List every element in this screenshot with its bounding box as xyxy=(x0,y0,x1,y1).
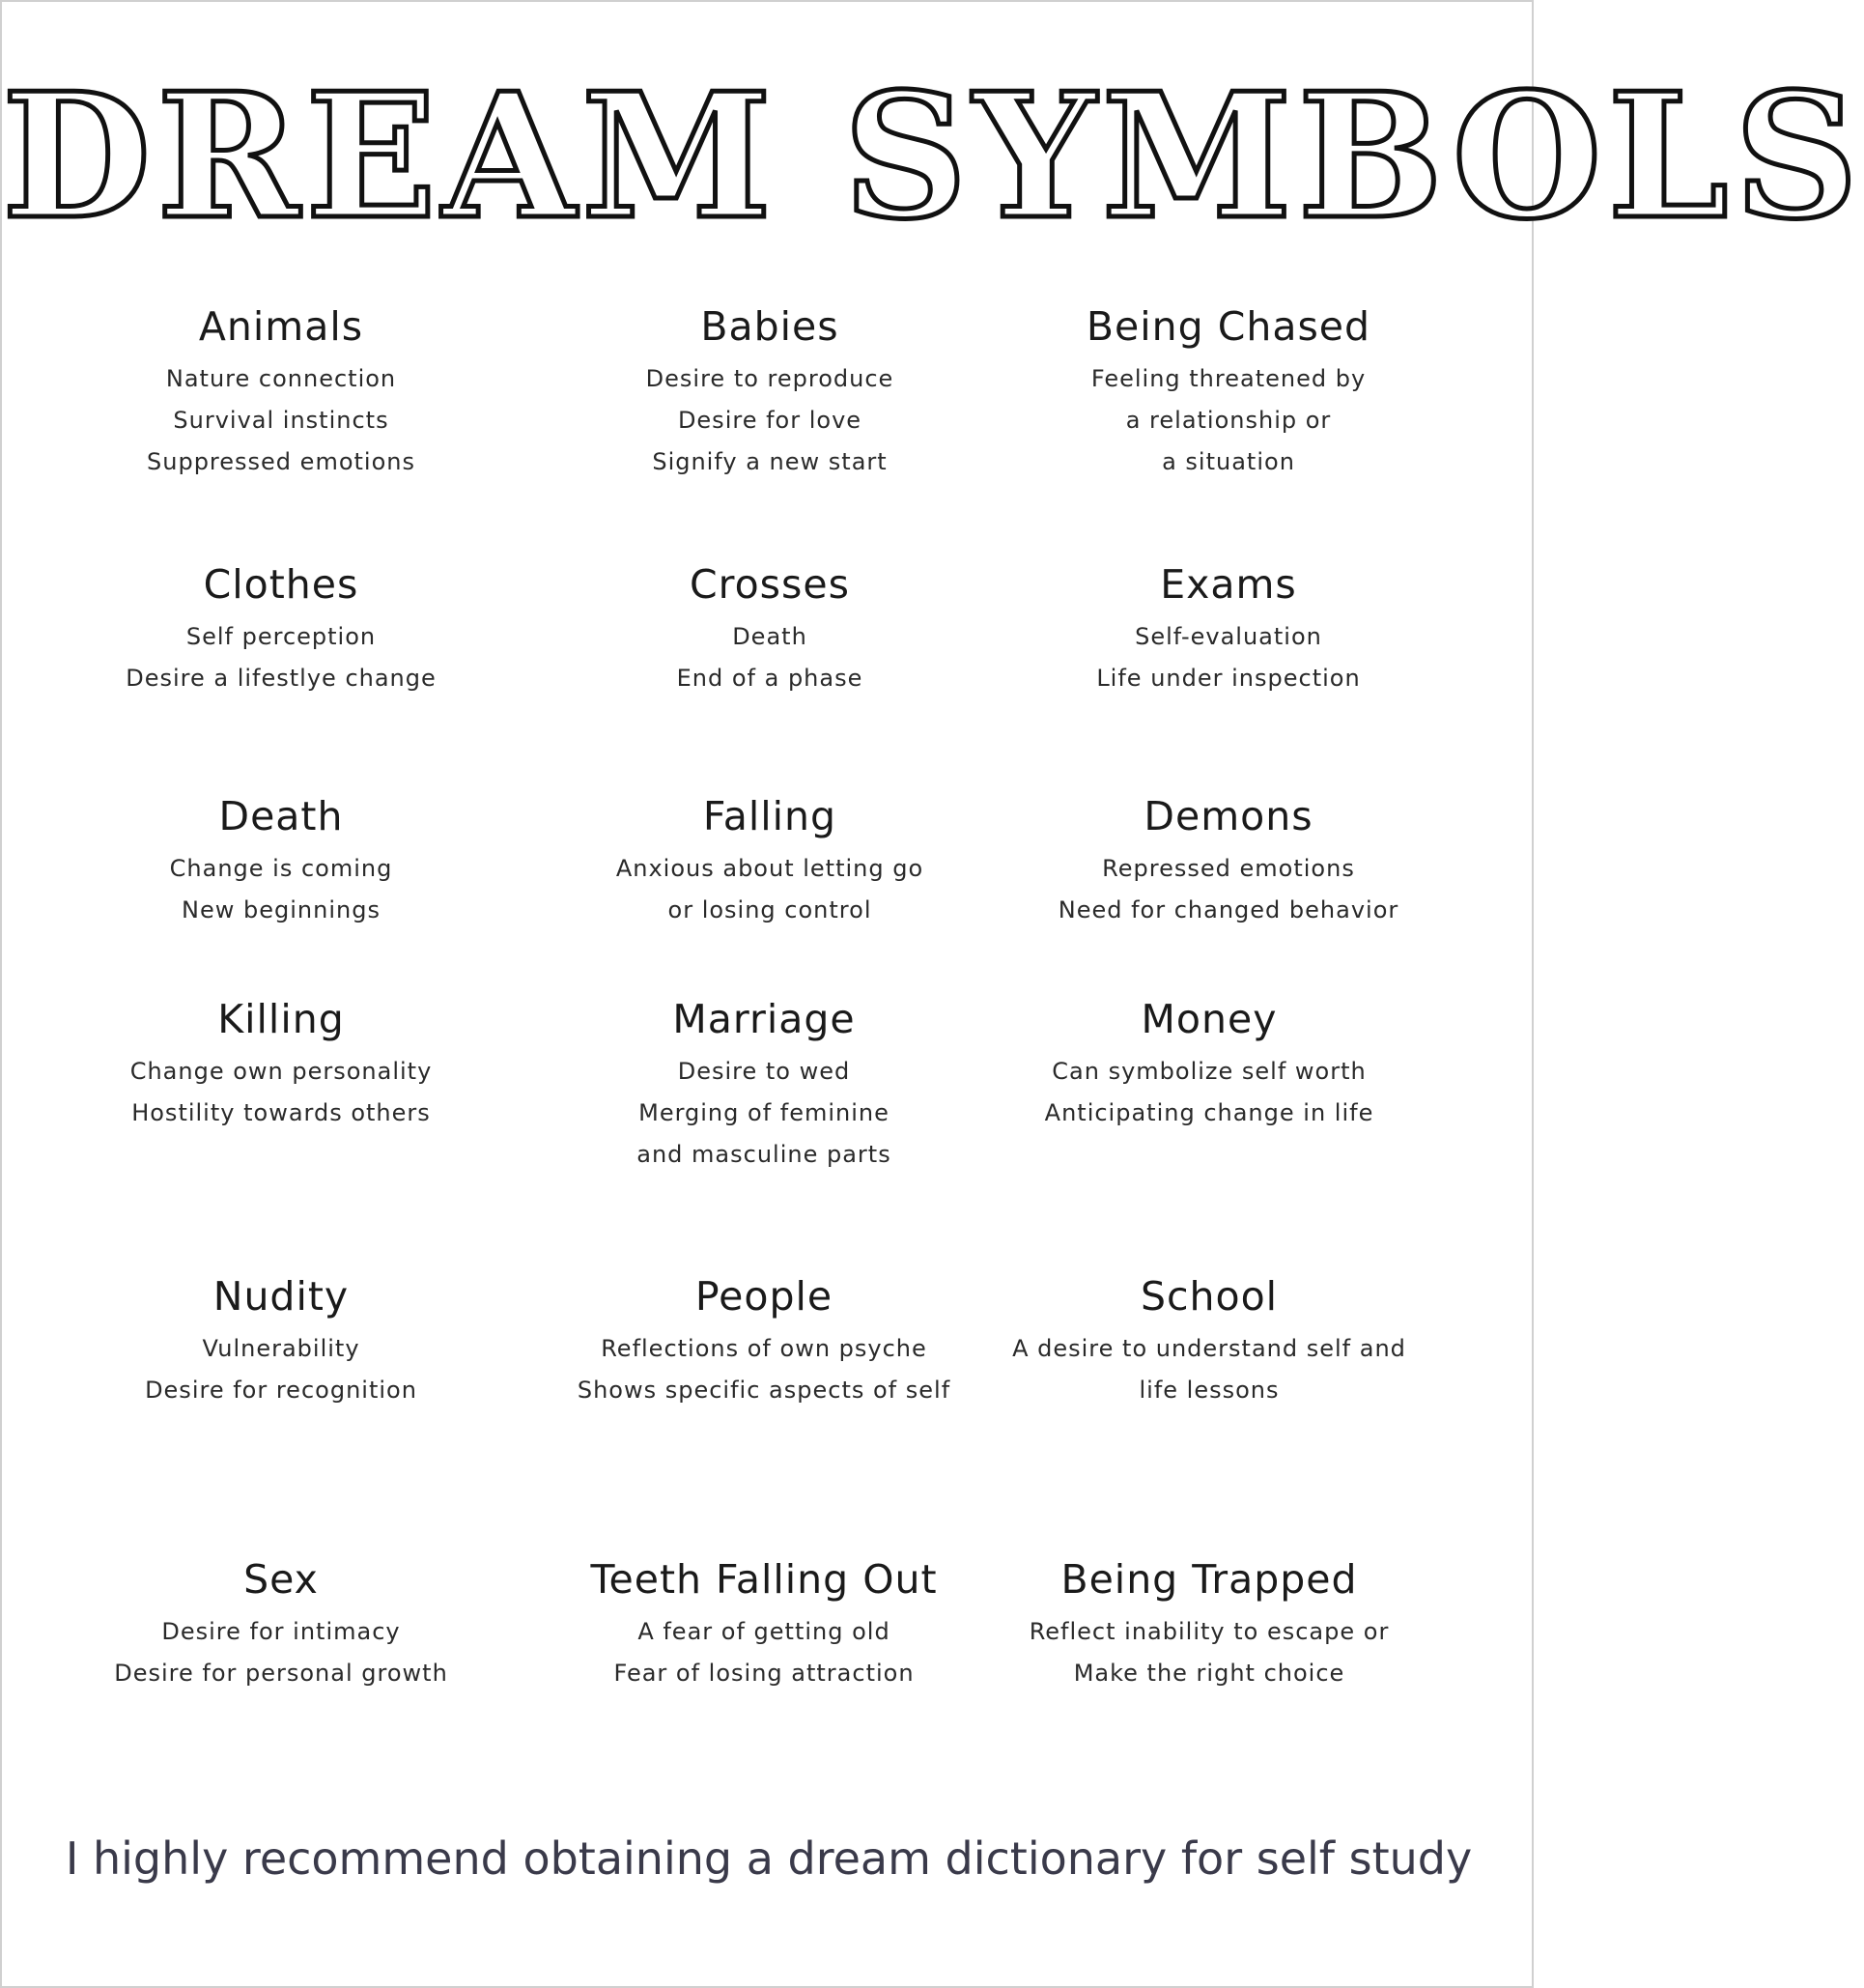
symbol-heading: Teeth Falling Out xyxy=(590,1556,938,1603)
symbol-meaning: Death xyxy=(732,623,807,650)
symbol-meaning: Repressed emotions xyxy=(1102,855,1355,882)
symbol-heading: Death xyxy=(218,793,344,839)
symbol-meaning: Desire for love xyxy=(677,407,862,434)
symbol-heading: School xyxy=(1140,1273,1279,1320)
symbol-crosses xyxy=(538,558,1002,699)
symbol-meaning: Nature connection xyxy=(165,365,397,392)
symbol-meaning: a situation xyxy=(1162,448,1295,475)
symbol-nudity xyxy=(49,1270,513,1411)
symbol-money xyxy=(977,993,1441,1134)
symbol-meaning: Signify a new start xyxy=(652,448,888,475)
symbol-exams xyxy=(997,558,1460,699)
symbol-meaning: Change own personality xyxy=(129,1058,433,1085)
symbol-meaning: Feeling threatened by xyxy=(1090,365,1367,392)
symbol-meaning: Fear of losing attraction xyxy=(613,1660,915,1687)
symbol-heading: Demons xyxy=(1144,793,1313,839)
symbol-meaning: Reflect inability to escape or xyxy=(1029,1618,1390,1645)
symbol-meaning: Shows specific aspects of self xyxy=(577,1377,951,1404)
symbol-heading: Being Trapped xyxy=(1060,1556,1358,1603)
symbol-meaning: Desire for intimacy xyxy=(161,1618,401,1645)
symbol-meaning: Hostility towards others xyxy=(131,1099,431,1126)
symbol-people xyxy=(532,1270,996,1411)
symbol-meaning: Make the right choice xyxy=(1073,1660,1345,1687)
footer-recommendation: I highly recommend obtaining a dream dictionary for self study xyxy=(65,1832,1473,1885)
symbol-marriage xyxy=(532,993,996,1176)
symbol-demons xyxy=(997,790,1460,931)
symbol-clothes xyxy=(49,558,513,699)
symbol-heading: Crosses xyxy=(690,561,850,608)
symbol-heading: Clothes xyxy=(203,561,359,608)
symbol-meaning: End of a phase xyxy=(676,665,863,692)
symbol-meaning: Anticipating change in life xyxy=(1044,1099,1374,1126)
symbol-heading: People xyxy=(694,1273,833,1320)
symbol-meaning: Anxious about letting go xyxy=(615,855,924,882)
symbol-meaning: Desire to wed xyxy=(677,1058,851,1085)
symbol-killing xyxy=(49,993,513,1134)
symbol-heading: Being Chased xyxy=(1086,303,1371,350)
symbol-animals xyxy=(49,300,513,483)
symbol-meaning: Desire for recognition xyxy=(145,1377,417,1404)
symbol-meaning: New beginnings xyxy=(182,896,381,923)
symbol-being-trapped xyxy=(977,1553,1441,1694)
symbol-heading: Nudity xyxy=(212,1273,350,1320)
symbol-heading: Marriage xyxy=(672,996,856,1042)
symbol-meaning: Desire to reproduce xyxy=(645,365,894,392)
symbol-meaning: Self perception xyxy=(185,623,377,650)
symbol-heading: Babies xyxy=(700,303,839,350)
symbol-meaning: or losing control xyxy=(667,896,872,923)
page-title: DREAM SYMBOLS xyxy=(2,55,1864,257)
symbol-meaning: Change is coming xyxy=(169,855,393,882)
symbol-meaning: Suppressed emotions xyxy=(147,448,415,475)
symbol-meaning: Survival instincts xyxy=(173,407,389,434)
symbol-heading: Exams xyxy=(1160,561,1297,608)
symbol-teeth-falling-out xyxy=(532,1553,996,1694)
symbol-sex xyxy=(49,1553,513,1694)
symbol-meaning: Life under inspection xyxy=(1096,665,1361,692)
symbol-meaning: Merging of feminine xyxy=(638,1099,890,1126)
symbol-meaning: Can symbolize self worth xyxy=(1052,1058,1367,1085)
symbol-heading: Money xyxy=(1141,996,1278,1042)
symbol-heading: Killing xyxy=(217,996,345,1042)
symbol-being-chased xyxy=(997,300,1460,483)
symbol-falling xyxy=(538,790,1002,931)
symbol-heading: Animals xyxy=(198,303,364,350)
symbol-babies xyxy=(538,300,1002,483)
symbol-meaning: Self-evaluation xyxy=(1135,623,1322,650)
symbol-death xyxy=(49,790,513,931)
symbol-meaning: a relationship or xyxy=(1125,407,1332,434)
symbol-meaning: A fear of getting old xyxy=(637,1618,890,1645)
symbol-meaning: life lessons xyxy=(1139,1377,1280,1404)
symbol-heading: Sex xyxy=(243,1556,319,1603)
symbol-meaning: Reflections of own psyche xyxy=(601,1335,927,1362)
symbol-meaning: Need for changed behavior xyxy=(1058,896,1399,923)
symbol-meaning: Vulnerability xyxy=(202,1335,360,1362)
symbol-meaning: A desire to understand self and xyxy=(1012,1335,1406,1362)
symbol-meaning: and masculine parts xyxy=(636,1141,891,1168)
symbol-meaning: Desire a lifestlye change xyxy=(126,665,437,692)
symbol-heading: Falling xyxy=(702,793,837,839)
symbol-meaning: Desire for personal growth xyxy=(114,1660,448,1687)
symbol-school xyxy=(977,1270,1441,1411)
